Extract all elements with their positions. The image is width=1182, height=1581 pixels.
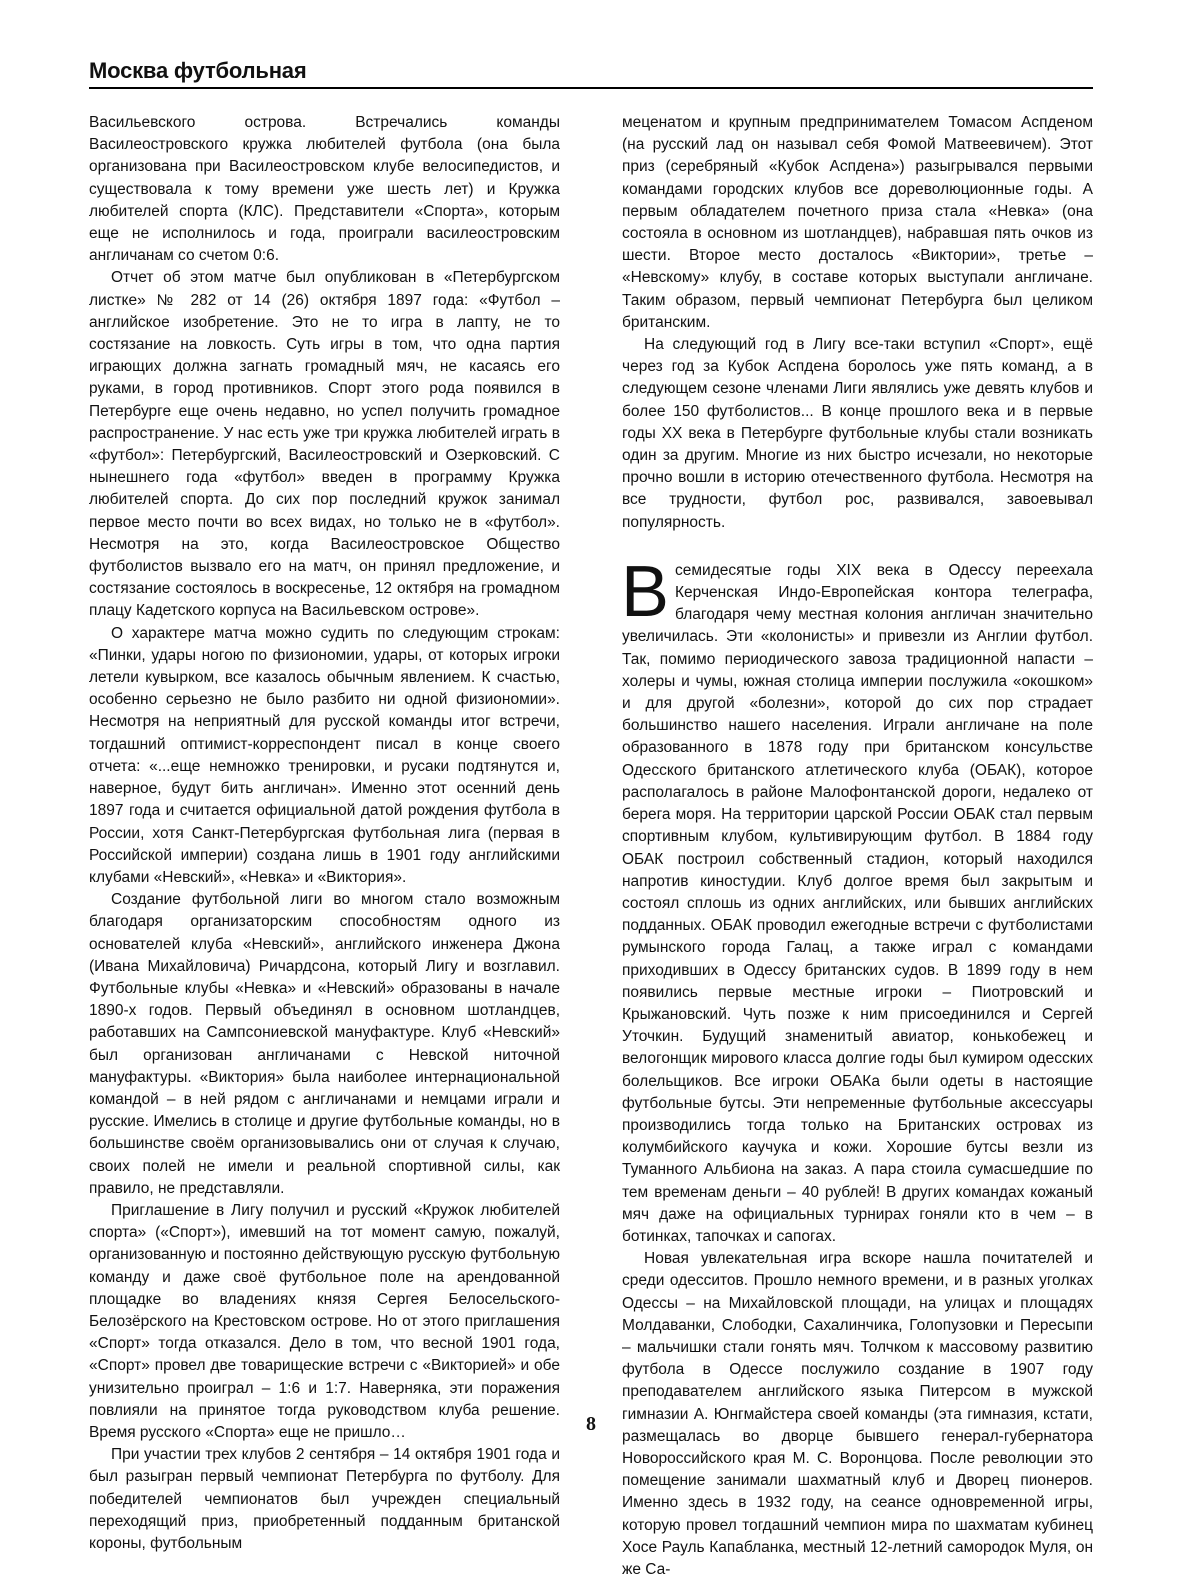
paragraph: Создание футбольной лиги во многом стало возможным благодаря организаторским способностям одного из основателей клуба «Невский», английского инженера Джона (Ивана Михайловича) Ричардсона, который Лигу и возглавил. Футбольные клубы «Невка» и «Невский» образованы в начале 1890-х годов. Первый объединял в основном шотландцев, работавших на Сампсониевской мануфактуре. Клуб «Невский» был организован англичанами с Невской ниточной мануфактуры. «Виктория» была наиболее интернациональной командой – в ней рядом с англичанами и немцами играли и русские. Имелись в столице и другие футбольные команды, но в большинстве своём организовывались они от случая к случаю, своих полей не имели и реальной спортивной силы, как правило, не представляли.	[89, 891, 560, 1197]
header-rule	[89, 87, 1093, 89]
paragraph: меценатом и крупным предпринимателем Томасом Аспденом (на русский лад он называл себя Фомой Матвеевичем). Этот приз (серебряный «Кубок Аспдена») разыгрывался первыми командами городских клубов все дореволюционные годы. А первым обладателем почетного приза стала «Невка» (она состояла в основном из шотландцев), набравшая пять очков из шести. Второе место досталось «Виктории», третье – «Невскому» клубу, в составе которых выступали англичане. Таким образом, первый чемпионат Петербурга был целиком британским.	[622, 114, 1093, 331]
paragraph: На следующий год в Лигу все-таки вступил «Спорт», ещё через год за Кубок Аспдена боролось уже пять команд, а в следующем сезоне членами Лиги являлись уже девять клубов и более 150 футболистов... В конце прошлого века и в первые годы XX века в Петербурге футбольные клубы стали возникать один за другим. Многие из них быстро исчезали, но некоторые прочно вошли в историю отечественного футбола. Несмотря на все трудности, футбол рос, развивался, завоевывал популярность.	[622, 336, 1093, 531]
paragraph: Васильевского острова. Встречались команды Василеостровского кружка любителей футбола (она была организована при Василеостровском клубе велосипедистов, и существовала к тому времени уже шесть лет) и Кружка любителей спорта (КЛС). Представители «Спорта», которым еще не исполнилось и года, проиграли василеостровским англичанам со счетом 0:6.	[89, 114, 560, 265]
paragraph: Приглашение в Лигу получил и русский «Кружок любителей спорта» («Спорт»), имевший на тот момент самую, пожалуй, организованную и постоянно действующую русскую футбольную команду и даже своё футбольное поле на арендованной площадке во владениях князя Сергея Белосельского-Белозёрского на Крестовском острове. Но от этого приглашения «Спорт» тогда отказался. Дело в том, что весной 1901 года, «Спорт» провел две товарищеские встречи с «Викторией» и обе унизительно проиграл – 1:6 и 1:7. Наверняка, эти поражения повлияли на принятое тогда руководством клуба решение. Время русского «Спорта» еще не пришло…	[89, 1201, 560, 1441]
left-column	[89, 112, 560, 1555]
paragraph: Отчет об этом матче был опубликован в «Петербургском листке» № 282 от 14 (26) октября 1897 года: «Футбол – английское изобретение. Это не то игра в лапту, не то состязание на ловкость. Суть игры в том, что одна партия играющих должна загнать громадный мяч, не касаясь его руками, в город противников. Спорт этого рода появился в Петербурге еще очень недавно, но успел получить громадное распространение. У нас есть уже три кружка любителей играть в «футбол»: Петербургский, Василеостровский и Озерковский. С нынешнего года «футбол» введен в программу Кружка любителей спорта. До сих пор последний кружок занимал первое место почти во всех видах, но только не в «футбол». Несмотря на это, когда Василеостровское Общество футболистов вызвало его на матч, он принял предложение, и состязание состоялось в воскресенье, 12 октября на громадном плацу Кадетского корпуса на Васильевском острове».	[89, 269, 560, 620]
page-header	[89, 58, 1093, 84]
drop-cap: В	[621, 551, 670, 632]
dropcap-paragraph-text: семидесятые годы XIX века в Одессу переехала Керченская Индо-Европейская контора телеграфа, благодаря чему местная колония англичан значительно увеличилась. Эти «колонисты» и привезли из Англии футбол. Так, помимо периодического завоза традиционной напасти – холеры и чумы, южная столица империи послужила «окошком» и для другой «болезни», которой до сих пор страдает большинство нашего населения. Играли англичане на поле образованного в 1878 году при британском консульстве Одесского британского атлетического клуба (ОБАК), которое располагалось в районе Малофонтанской дороги, недалеко от берега моря. На территории царской России ОБАК стал первым спортивным клубом, культивирующим футбол. В 1884 году ОБАК построил собственный стадион, который находился напротив киностудии. Клуб долгое время был закрытым и состоял сплошь из одних английских, или бывших английских подданных. ОБАК проводил ежегодные встречи с футболистами румынского города Галац, а также играл с командами приходивших в Одессу британских судов. В 1899 году в нем появились первые местные игроки – Пиотровский и Крыжановский. Чуть позже к ним присоединился и Сергей Уточкин. Будущий знаменитый авиатор, конькобежец и велогонщик мирового класса долгие годы был кумиром одесских болельщиков. Все игроки ОБАКа были одеты в настоящие футбольные бутсы. Эти непременные футбольные аксессуары производились тогда только на Британских островах из колумбийского каучука и кожи. Хорошие бутсы везли из Туманного Альбиона на заказ. А пара стоила сумасшедшие по тем временам деньги – 40 рублей! В других командах кожаный мяч даже на официальных турнирах гоняли кто в чем – в ботинках, тапочках и сапогах.	[622, 561, 1093, 1245]
paragraph: О характере матча можно судить по следующим строкам: «Пинки, удары ногою по физиономии, удары, от которых игроки летели кувырком, все казалось обычным явлением. К счастью, особенно серьезно не было разбито ни одной физиономии». Несмотря на неприятный для русской команды итог встречи, тогдашний оптимист-корреспондент писал в конце своего отчета: «...еще немножко тренировки, и русаки подтянутся и, наверное, будут бить англичан». Именно этот осенний день 1897 года и считается официальной датой рождения футбола в России, хотя Санкт-Петербургская футбольная лига (первая в Российской империи) создана лишь в 1901 году английскими клубами «Невский», «Невка» и «Виктория».	[89, 624, 560, 886]
paragraph: При участии трех клубов 2 сентября – 14 октября 1901 года и был разыгран первый чемпионат Петербурга по футболу. Для победителей чемпионатов был учрежден специальный переходящий приз, приобретенный подданным британской короны, футбольным	[89, 1446, 560, 1552]
section-break	[622, 534, 1093, 560]
page-title: Москва футбольная	[89, 58, 307, 83]
page-number: 8	[586, 1413, 596, 1435]
dropcap-paragraph	[621, 551, 1093, 1248]
right-column	[622, 112, 1093, 1581]
paragraph: Новая увлекательная игра вскоре нашла почитателей и среди одесситов. Прошло немного времени, и в разных уголках Одессы – на Михайловской площади, на улицах и площадях Молдаванки, Слободки, Сахалинчика, Голопузовки и Пересыпи – мальчишки стали гонять мяч. Толчком к массовому развитию футбола в Одессе послужило создание в 1907 году преподавателем английского языка Питерсом в мужской гимназии А. Юнгмайстера своей команды (эта гимназия, кстати, размещалась во дворце бывшего генерал-губернатора Новороссийского края М. С. Воронцова. После революции это помещение занимали шахматный клуб и Дворец пионеров. Именно здесь в 1932 году, на сеансе одновременной игры, которую провел тогдашний чемпион мира по шахматам кубинец Хосе Рауль Капабланка, местный 12-летний самородок Муля, он же Са-	[622, 1250, 1093, 1578]
